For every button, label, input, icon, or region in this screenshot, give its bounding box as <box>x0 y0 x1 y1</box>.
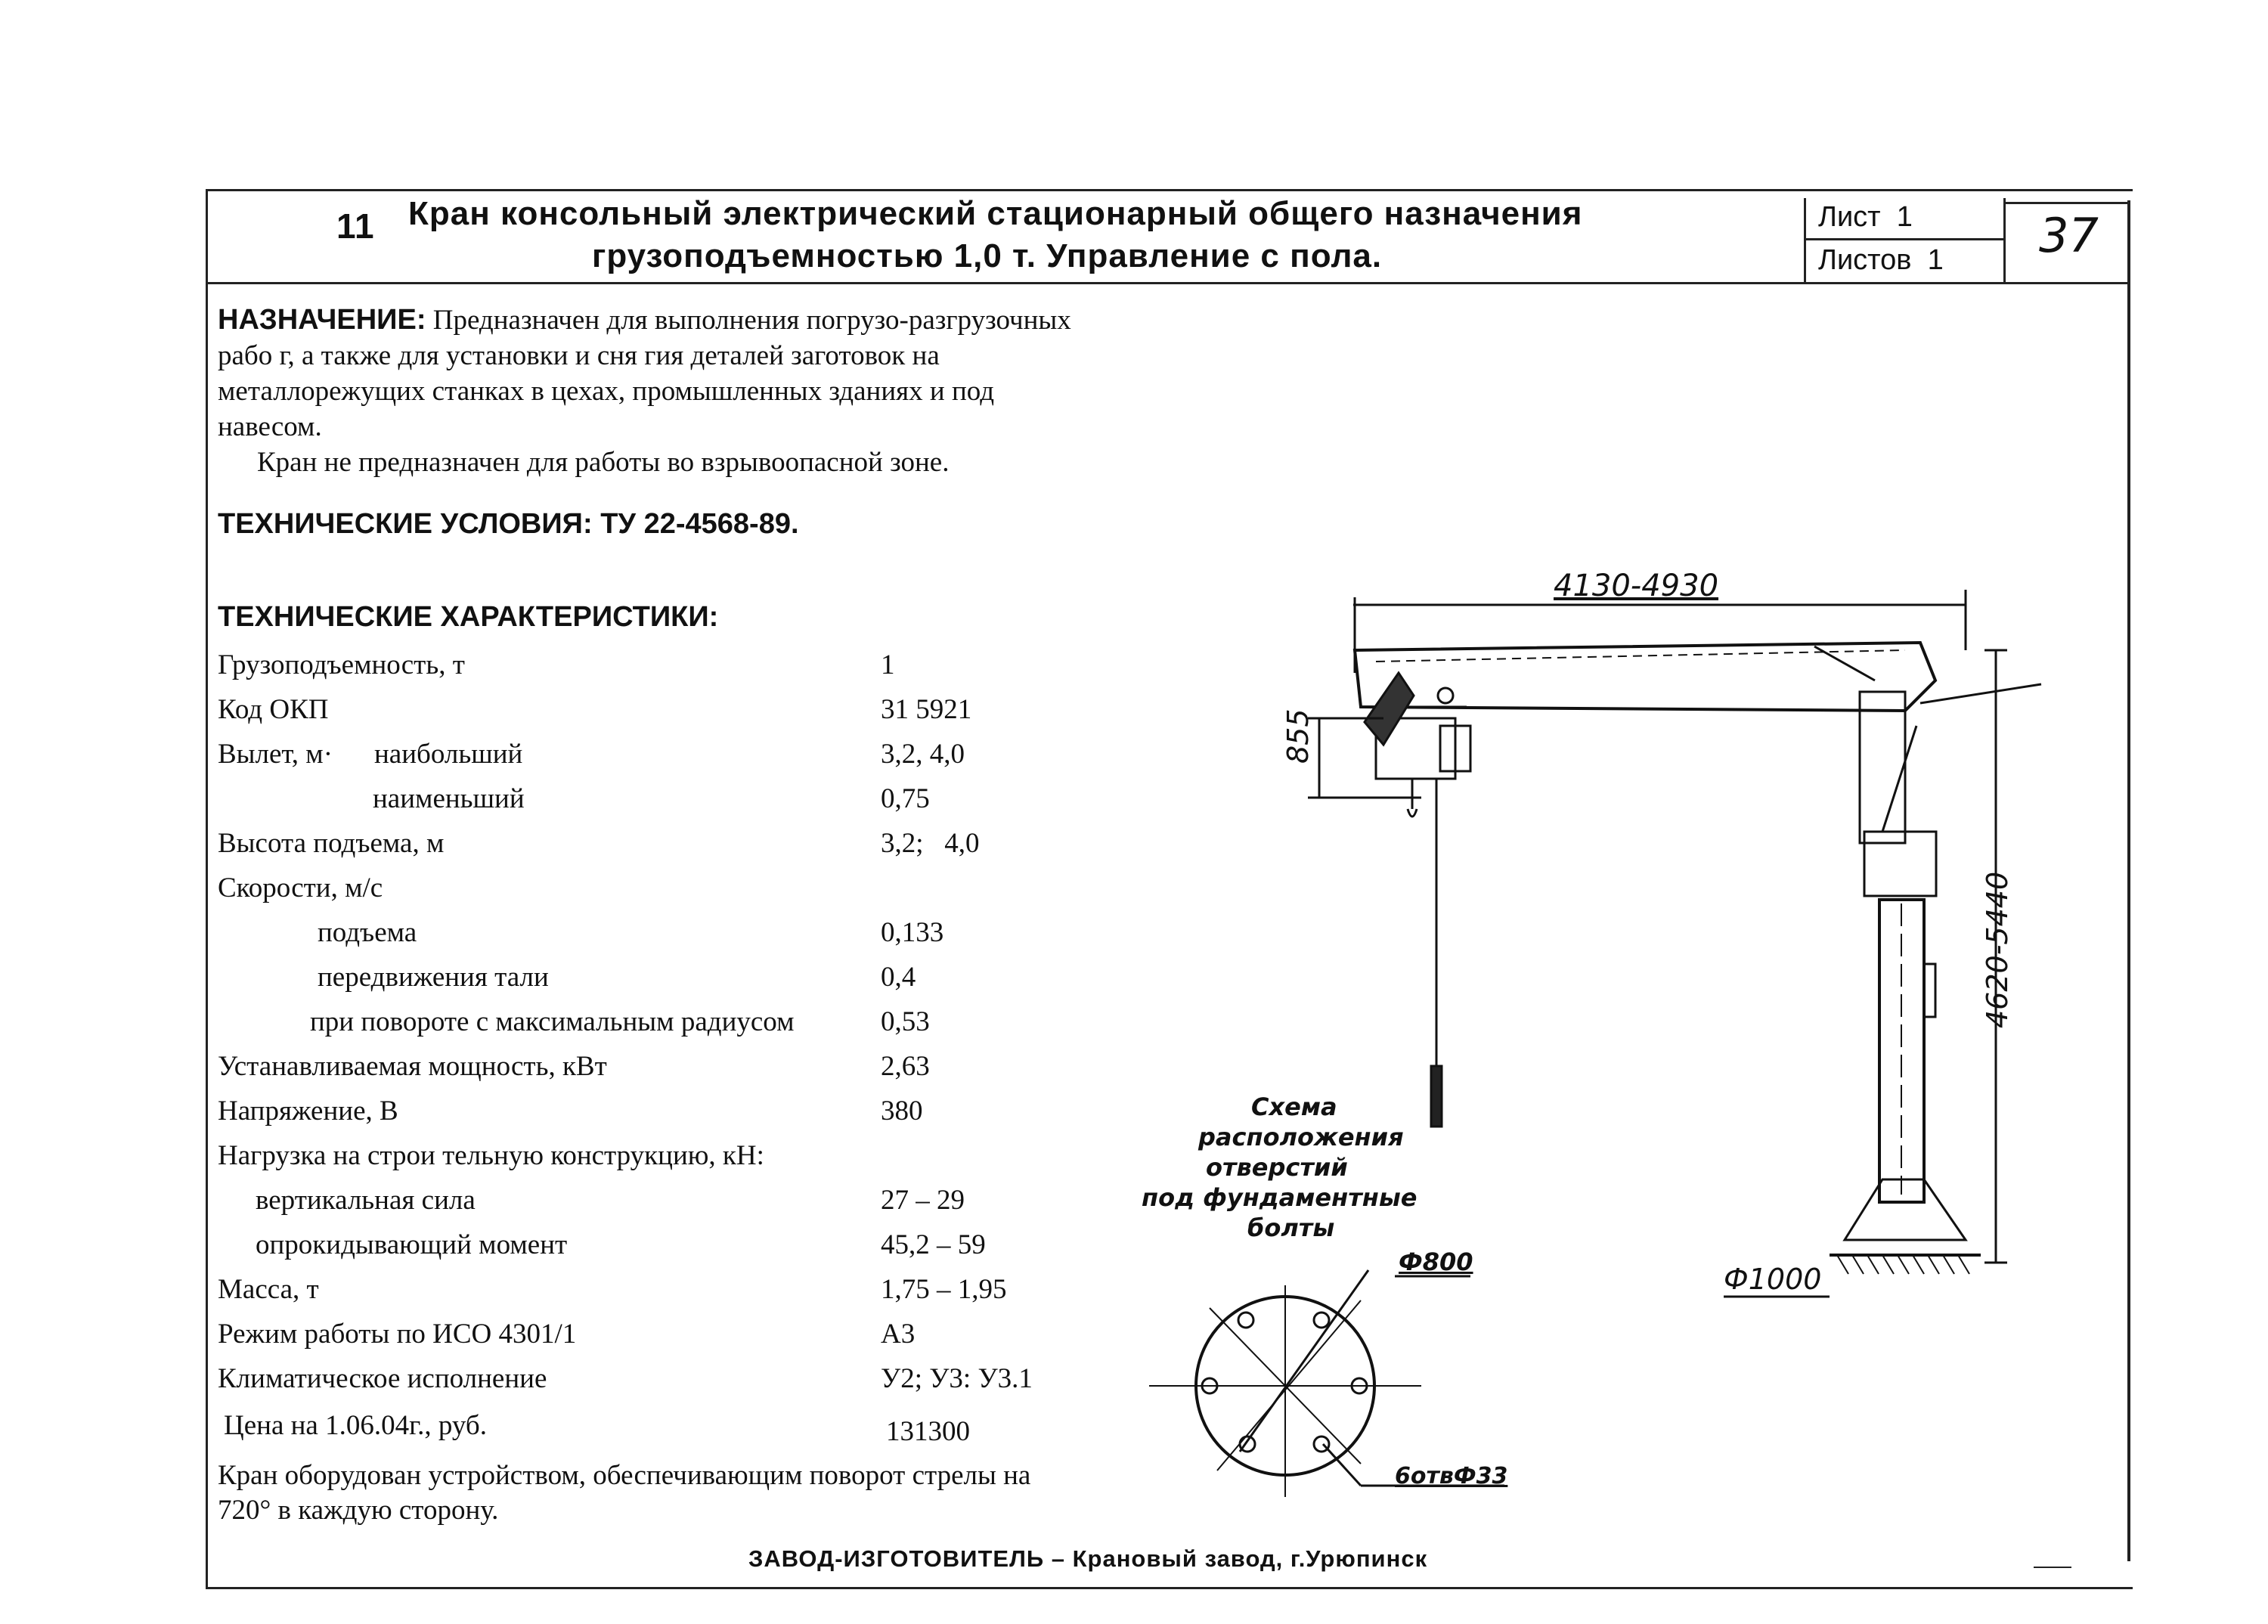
scheme-caption-1: Схема <box>1251 1092 1337 1121</box>
jib <box>1355 643 1935 711</box>
title-line-1: Кран консольный электрический стационарный общего назначения <box>408 195 1583 232</box>
spec-value: 1,75 – 1,95 <box>881 1274 1007 1305</box>
spec-label: Режим работы по ИСО 4301/1 <box>218 1319 577 1350</box>
spec-label: Вылет, м· <box>218 739 333 770</box>
spec-label: Высота подъема, м <box>218 828 445 859</box>
spec-value: 380 <box>881 1096 923 1127</box>
spec-label: Напряжение, В <box>218 1096 398 1127</box>
sheet-value: 1 <box>1896 201 1913 233</box>
column-head <box>1860 692 1905 843</box>
rotation-note-1: Кран оборудован устройством, обеспечивающим поворот стрелы на <box>218 1460 1031 1491</box>
pendant-control <box>1431 1066 1442 1127</box>
height-dimension-label: 4620-5440 <box>1981 871 2014 1028</box>
tech-conditions: ТЕХНИЧЕСКИЕ УСЛОВИЯ: ТУ 22-4568-89. <box>218 508 799 540</box>
spec-value: 3,2; 4,0 <box>881 828 980 859</box>
scheme-caption-5: болты <box>1247 1213 1335 1242</box>
trolley-wheel <box>1438 688 1453 703</box>
spec-label: Нагрузка на строи тельную конструкцию, кН: <box>218 1140 764 1171</box>
column-base <box>1845 1179 1966 1240</box>
base-dimension-label: Ф1000 <box>1724 1263 1822 1296</box>
purpose-line-4: навесом. <box>218 411 322 442</box>
spec-sublabel: вертикальная сила <box>256 1185 476 1216</box>
sheet-label-text: Лист <box>1818 201 1881 233</box>
spec-label: Цена на 1.06.04г., руб. <box>224 1410 487 1441</box>
spec-value: А3 <box>881 1319 916 1350</box>
spec-value: 0,133 <box>881 917 944 948</box>
bolt-hole <box>1240 1436 1255 1452</box>
spec-label: Код ОКП <box>218 694 329 725</box>
scheme-caption-3: отверстий <box>1206 1153 1348 1182</box>
bolt-hole <box>1314 1436 1329 1452</box>
bolt-circle-label: Ф800 <box>1399 1247 1473 1276</box>
spec-sublabel: наибольший <box>374 739 523 770</box>
title-line-2: грузоподъемностью 1,0 т. Управление с пола. <box>592 237 1383 274</box>
spec-value: 131300 <box>886 1416 970 1447</box>
manufacturer-label: ЗАВОД-ИЗГОТОВИТЕЛЬ <box>748 1545 1045 1572</box>
scheme-caption-2: расположения <box>1198 1123 1404 1151</box>
spec-value: 0,53 <box>881 1006 930 1037</box>
manufacturer-dash: – <box>1051 1545 1065 1572</box>
hoist-motor <box>1365 673 1414 745</box>
spec-value: 45,2 – 59 <box>881 1229 986 1260</box>
purpose-text-1: Предназначен для выполнения погрузо-разгрузочных <box>432 305 1071 336</box>
sheets-value: 1 <box>1927 244 1944 276</box>
hook-dimension-label: 855 <box>1281 708 1315 764</box>
page-number: 37 <box>2039 208 2099 263</box>
purpose-line-5: Кран не предназначен для работы во взрывоопасной зоне. <box>257 447 950 478</box>
spec-value: 27 – 29 <box>881 1185 965 1216</box>
section-number: 11 <box>336 206 375 246</box>
purpose-line-3: металлорежущих станках в цехах, промышленных зданиях и под <box>218 376 995 407</box>
spec-value: 1 <box>881 649 895 680</box>
spec-label: Климатическое исполнение <box>218 1363 547 1394</box>
slewing-unit <box>1864 832 1936 896</box>
spec-sublabel: наименьший <box>373 783 525 814</box>
bolt-holes-label: 6отвФ33 <box>1395 1463 1508 1489</box>
bolt-hole <box>1238 1313 1253 1328</box>
purpose-heading: НАЗНАЧЕНИЕ: <box>218 304 426 336</box>
spec-label: Скорости, м/с <box>218 872 383 903</box>
spec-value: 31 5921 <box>881 694 972 725</box>
spec-label: Масса, т <box>218 1274 319 1305</box>
spec-label: Грузоподъемность, т <box>218 649 465 680</box>
spec-sublabel: передвижения тали <box>318 962 549 993</box>
scheme-caption-4: под фундаментные <box>1142 1183 1418 1212</box>
spec-value: У2; У3: У3.1 <box>881 1363 1033 1394</box>
spec-value: 0,4 <box>881 962 916 993</box>
sheets-label-text: Листов <box>1818 244 1912 276</box>
hook <box>1408 809 1417 817</box>
manufacturer-name: Крановый завод, г.Урюпинск <box>1072 1545 1428 1572</box>
spec-sublabel: при повороте с максимальным радиусом <box>310 1006 795 1037</box>
span-dimension-label: 4130-4930 <box>1554 569 1719 603</box>
spec-value: 2,63 <box>881 1051 930 1082</box>
spec-value: 0,75 <box>881 783 930 814</box>
rotation-note-2: 720° в каждую сторону. <box>218 1495 499 1526</box>
spec-value: 3,2, 4,0 <box>881 739 965 770</box>
spec-sublabel: подъема <box>318 917 417 948</box>
purpose-line-2: рабо г, а также для установки и сня гия деталей заготовок на <box>218 340 940 371</box>
spec-label: Устанавливаемая мощность, кВт <box>218 1051 607 1082</box>
bolt-hole <box>1314 1313 1329 1328</box>
spec-sublabel: опрокидывающий момент <box>256 1229 568 1260</box>
specs-heading: ТЕХНИЧЕСКИЕ ХАРАКТЕРИСТИКИ: <box>218 601 719 633</box>
